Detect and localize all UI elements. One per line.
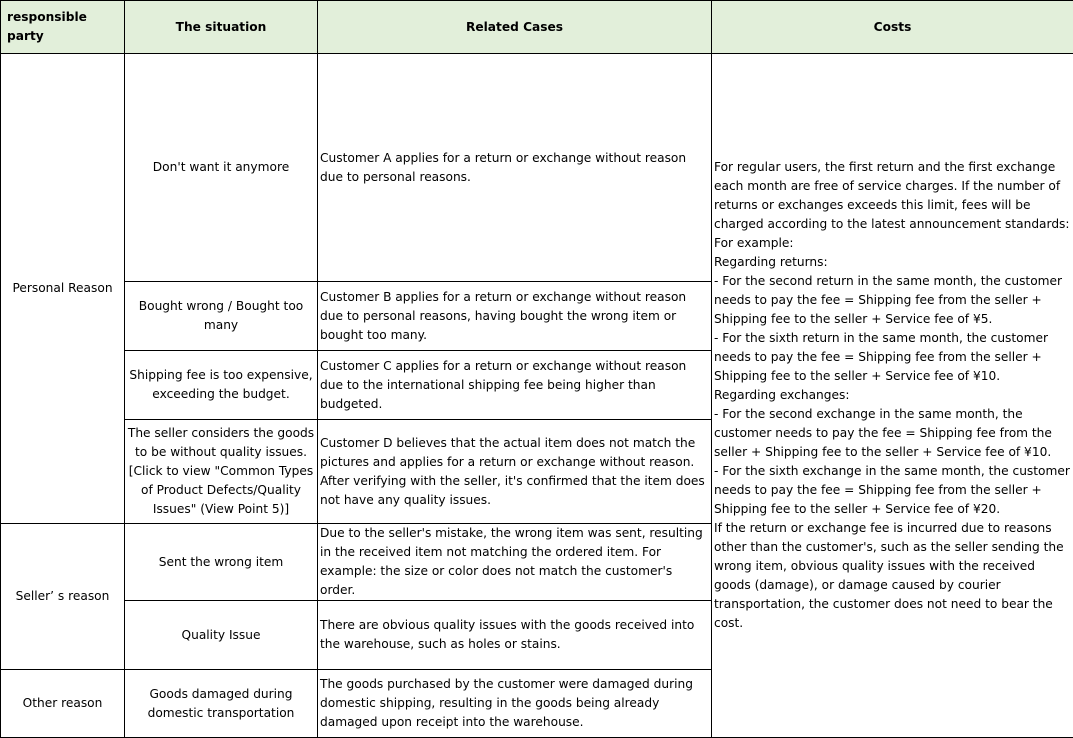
situation-cell: Bought wrong / Bought too many xyxy=(125,282,318,351)
case-cell: Customer D believes that the actual item does not match the pictures and applies for a return or exchange without reason. After verifying with the seller, it's confirmed that the item does not have any quality issues. xyxy=(318,420,712,524)
costs-exchange-sixth: - For the sixth exchange in the same month, the customer needs to pay the fee = Shipping fee from the seller + Shipping fee to the seller + Service fee of ¥20. xyxy=(714,462,1071,519)
header-party: responsible party xyxy=(1,1,125,54)
situation-cell: Sent the wrong item xyxy=(125,524,318,601)
costs-return-sixth: - For the sixth return in the same month, the customer needs to pay the fee = Shipping fee from the seller + Shipping fee to the seller + Service fee of ¥10. xyxy=(714,329,1071,386)
situation-cell: Goods damaged during domestic transportation xyxy=(125,670,318,738)
case-cell: Due to the seller's mistake, the wrong item was sent, resulting in the received item not matching the ordered item. For example: the size or color does not match the customer's order. xyxy=(318,524,712,601)
group-other: Other reason xyxy=(1,670,125,738)
case-cell: Customer C applies for a return or exchange without reason due to the international shipping fee being higher than budgeted. xyxy=(318,351,712,420)
costs-cell xyxy=(712,54,1073,738)
case-cell: Customer A applies for a return or exchange without reason due to personal reasons. xyxy=(318,54,712,282)
situation-cell: The seller considers the goods to be without quality issues. [Click to view "Common Types of Product Defects/Quality Issues" (View Point 5)] xyxy=(125,420,318,524)
group-personal: Personal Reason xyxy=(1,54,125,524)
case-cell: Customer B applies for a return or exchange without reason due to personal reasons, having bought the wrong item or bought too many. xyxy=(318,282,712,351)
costs-return-second: - For the second return in the same month, the customer needs to pay the fee = Shipping fee from the seller + Shipping fee to the seller + Service fee of ¥5. xyxy=(714,272,1071,329)
header-situation: The situation xyxy=(125,1,318,54)
case-cell: There are obvious quality issues with the goods received into the warehouse, such as holes or stains. xyxy=(318,601,712,670)
costs-returns-title: Regarding returns: xyxy=(714,253,1071,272)
costs-exchanges-title: Regarding exchanges: xyxy=(714,386,1071,405)
case-cell: The goods purchased by the customer were damaged during domestic shipping, resulting in the goods being already damaged upon receipt into the warehouse. xyxy=(318,670,712,738)
situation-cell: Shipping fee is too expensive, exceeding the budget. xyxy=(125,351,318,420)
costs-exchange-second: - For the second exchange in the same month, the customer needs to pay the fee = Shipping fee from the seller + Shipping fee to the seller + Service fee of ¥10. xyxy=(714,405,1071,462)
group-seller: Seller’ s reason xyxy=(1,524,125,670)
header-row xyxy=(1,1,1073,54)
costs-closing: If the return or exchange fee is incurred due to reasons other than the customer's, such as the seller sending the wrong item, obvious quality issues with the received goods (damage), or damage caused by courier transportation, the customer does not need to bear the cost. xyxy=(714,519,1071,633)
header-cases: Related Cases xyxy=(318,1,712,54)
table-row xyxy=(1,54,1073,282)
situation-cell: Don't want it anymore xyxy=(125,54,318,282)
situation-cell: Quality Issue xyxy=(125,601,318,670)
costs-intro: For regular users, the first return and the first exchange each month are free of service charges. If the number of returns or exchanges exceeds this limit, fees will be charged according to the latest announcement standards: xyxy=(714,158,1071,234)
header-costs: Costs xyxy=(712,1,1073,54)
costs-example: For example: xyxy=(714,234,1071,253)
